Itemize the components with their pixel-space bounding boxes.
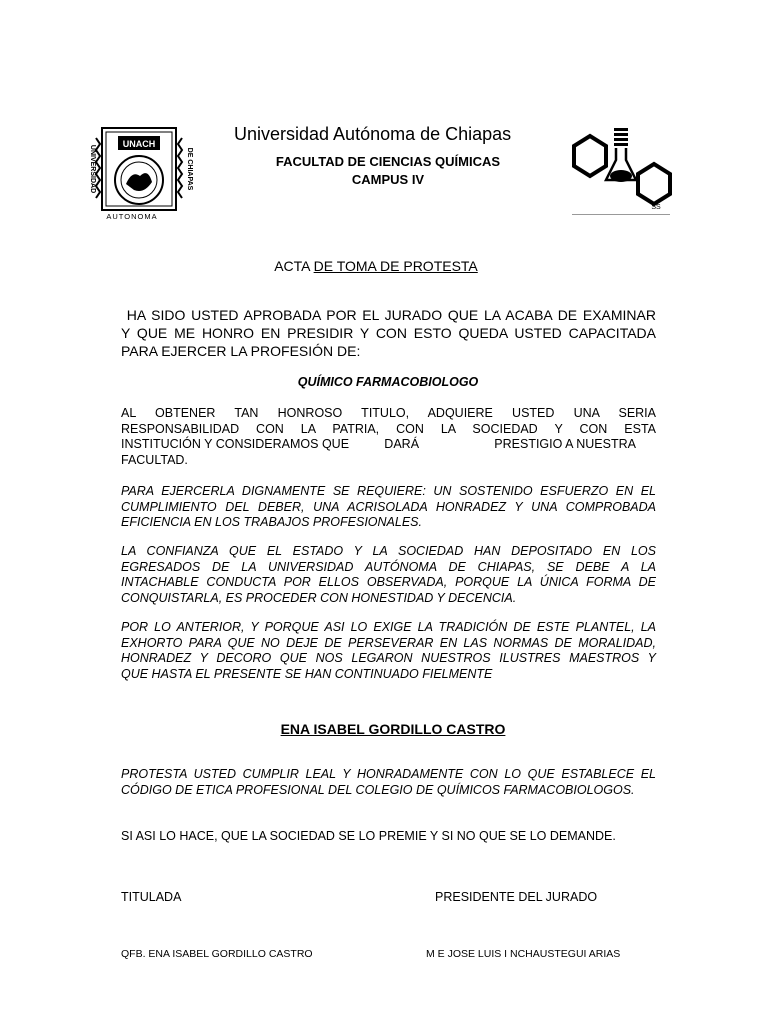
- paragraph-line: INTACHABLE CONDUCTA POR ELLOS OBSERVADA, PORQUE LA ÚNICA FORMA DE: [121, 575, 656, 590]
- graduate-name: ENA ISABEL GORDILLO CASTRO: [280, 721, 506, 737]
- paragraph-line: HA SIDO USTED APROBADA POR EL JURADO QUE LA ACABA DE EXAMINAR: [121, 307, 656, 323]
- svg-text:DE CHIAPAS: DE CHIAPAS: [186, 147, 193, 191]
- paragraph-line: CUMPLIMIENTO DEL DEBER, UNA ACRISOLADA HONRADEZ Y UNA COMPROBADA: [121, 499, 656, 514]
- signature-name-graduate: QFB. ENA ISABEL GORDILLO CASTRO: [121, 948, 313, 960]
- campus-name: CAMPUS IV: [351, 172, 425, 187]
- svg-text:UNIVERSIDAD: UNIVERSIDAD: [89, 144, 96, 194]
- chemistry-flask-icon: [568, 124, 674, 218]
- paragraph-fragment: INSTITUCIÓN Y CONSIDERAMOS QUE: [121, 437, 350, 452]
- unach-seal-icon: [84, 124, 194, 224]
- unach-logo: [84, 124, 194, 224]
- university-name: Universidad Autónoma de Chiapas: [234, 124, 512, 144]
- paragraph-line: HONRADEZ Y DECORO QUE NOS LEGARON NUESTROS ILUSTRES MAESTROS Y: [121, 651, 656, 666]
- faculty-logo: [568, 124, 674, 218]
- paragraph-dignity: [121, 484, 656, 531]
- paragraph-fragment: DARÁ: [384, 437, 420, 452]
- paragraph-line: EFICIENCIA EN LOS TRABAJOS PROFESIONALES.: [121, 515, 422, 530]
- faculty-name: FACULTAD DE CIENCIAS QUÍMICAS: [275, 154, 501, 169]
- paragraph-line: AL OBTENER TAN HONROSO TITULO, ADQUIERE USTED UNA SERIA: [121, 406, 656, 420]
- paragraph-line: QUE HASTA EL PRESENTE SE HAN CONTINUADO FIELMENTE: [121, 667, 493, 682]
- svg-text:SS: SS: [651, 204, 661, 211]
- paragraph-line: PARA EJERCER LA PROFESIÓN DE:: [121, 343, 361, 359]
- paragraph-exhortation: [121, 620, 656, 683]
- paragraph-approval: [121, 306, 656, 360]
- paragraph-line: CONQUISTARLA, ES PROCEDER CON HONESTIDAD Y DECENCIA.: [121, 591, 517, 606]
- paragraph-fragment: PRESTIGIO A NUESTRA: [494, 437, 636, 452]
- paragraph-line: RESPONSABILIDAD CON LA PATRIA, CON LA SOCIEDAD Y CON ESTA: [121, 421, 656, 436]
- paragraph-line: FACULTAD.: [121, 453, 188, 468]
- signature-role-president: PRESIDENTE DEL JURADO: [435, 890, 598, 904]
- paragraph-responsibility: [121, 406, 656, 469]
- title-prefix: ACTA: [274, 258, 314, 274]
- paragraph-line: [121, 437, 656, 453]
- paragraph-line: EXHORTO PARA QUE NO DEJE DE PERSEVERAR EN LAS NORMAS DE MORALIDAD,: [121, 635, 656, 650]
- title-underlined: DE TOMA DE PROTESTA: [313, 258, 478, 274]
- paragraph-line: CÓDIGO DE ETICA PROFESIONAL DEL COLEGIO DE QUÍMICOS FARMACOBIOLOGOS.: [121, 782, 635, 797]
- paragraph-line: Y QUE ME HONRO EN PRESIDIR Y CON ESTO QUEDA USTED CAPACITADA: [121, 325, 656, 341]
- svg-text:AUTONOMA: AUTONOMA: [106, 212, 158, 221]
- signature-name-president: M E JOSE LUIS I NCHAUSTEGUI ARIAS: [426, 948, 621, 960]
- document-title: [0, 258, 752, 274]
- paragraph-confidence: [121, 544, 656, 607]
- paragraph-closing: SI ASI LO HACE, QUE LA SOCIEDAD SE LO PREMIE Y SI NO QUE SE LO DEMANDE.: [121, 829, 616, 843]
- paragraph-line: LA CONFIANZA QUE EL ESTADO Y LA SOCIEDAD HAN DEPOSITADO EN LOS: [121, 544, 656, 558]
- paragraph-line: PROTESTA USTED CUMPLIR LEAL Y HONRADAMENTE CON LO QUE ESTABLECE EL: [121, 767, 656, 781]
- paragraph-line: POR LO ANTERIOR, Y PORQUE ASI LO EXIGE LA TRADICIÓN DE ESTE PLANTEL, LA: [121, 620, 656, 634]
- paragraph-line: PARA EJERCERLA DIGNAMENTE SE REQUIERE: UN SOSTENIDO ESFUERZO EN EL: [121, 484, 656, 498]
- paragraph-line: EGRESADOS DE LA UNIVERSIDAD AUTÓNOMA DE CHIAPAS, SE DEBE A LA: [121, 559, 656, 574]
- degree-title: QUÍMICO FARMACOBIOLOGO: [297, 375, 479, 389]
- paragraph-oath: [121, 767, 656, 798]
- signature-role-graduate: TITULADA: [121, 890, 182, 904]
- svg-text:UNACH: UNACH: [122, 139, 156, 149]
